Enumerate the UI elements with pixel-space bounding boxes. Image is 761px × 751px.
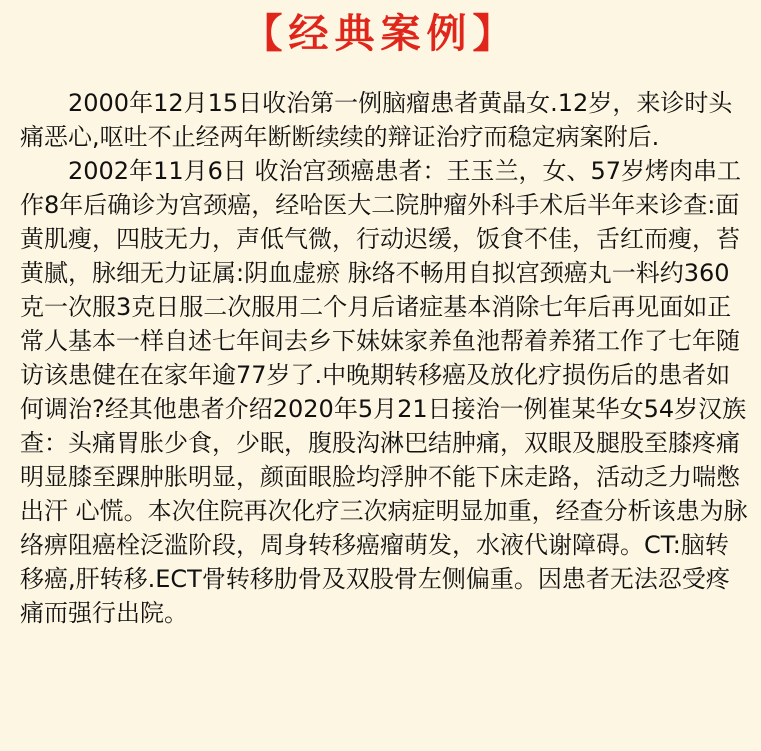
paragraph-case-2: 2002年11月6日 收治宫颈癌患者：王玉兰，女、57岁烤肉串工作8年后确诊为宫颈癌，经哈医大二院肿瘤外科手术后半年来诊查:面黄肌瘦，四肢无力，声低气微，行动迟缓，饭食不佳，舌红而瘦，苔黄腻，脉细无力证属:阴血虚瘀 脉络不畅用自拟宫颈癌丸一料约360克一次服3克日服二次服用二个月后诸症基本消除七年后再见面如正常人基本一样自述七年间去乡下妹妹家养鱼池帮着养猪工作了七年随访该患健在在家年逾77岁了.中晚期转移癌及放化疗损伤后的患者如何调治?经其他患者介绍2020年5月21日接治一例崔某华女54岁汉族查：头痛胃胀少食，少眠，腹股沟淋巴结肿痛，双眼及腿股至膝疼痛明显膝至踝肿胀明显，颜面眼脸均浮肿不能下床走路，活动乏力喘憋出汗 心慌。本次住院再次化疗三次病症明显加重，经查分析该患为脉络痹阻癌栓泛滥阶段，周身转移癌瘤萌发，水液代谢障碍。CT:脑转移癌,肝转移.ECT骨转移肋骨及双股骨左侧偏重。因患者无法忍受疼痛而强行出院。 — [20, 157, 748, 627]
page-title: 【经典案例】 — [242, 11, 519, 57]
article-body — [20, 86, 748, 630]
paragraph-case-1: 2000年12月15日收治第一例脑瘤患者黄晶女.12岁，来诊时头痛恶心,呕吐不止经两年断断续续的辩证治疗而稳定病案附后. — [20, 89, 733, 151]
